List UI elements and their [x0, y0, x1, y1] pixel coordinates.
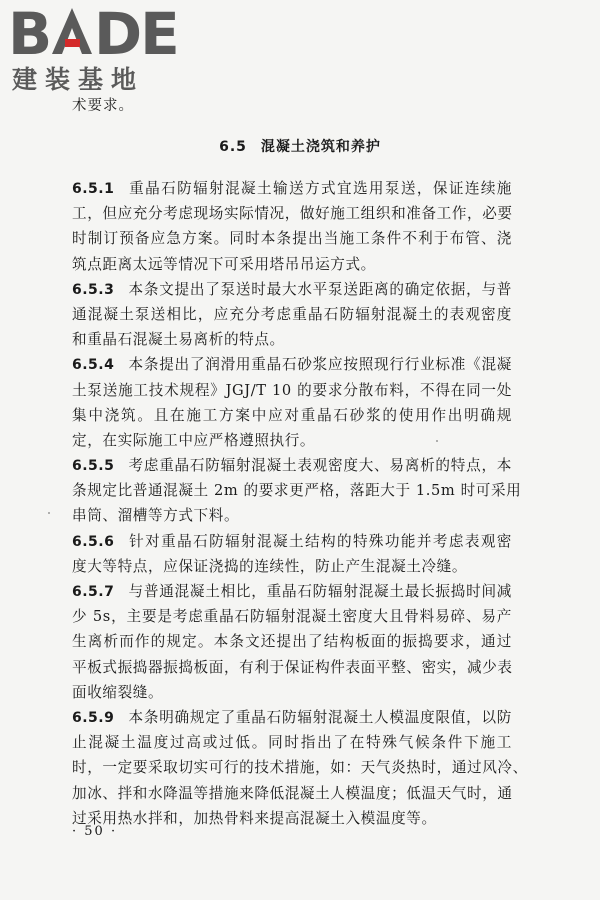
- paragraph-line: [72, 705, 512, 730]
- clause-number: 6.5.9: [72, 709, 115, 726]
- svg-text:B: B: [8, 4, 51, 60]
- line-text: 定，在实际施工中应严格遵照执行。: [72, 431, 316, 449]
- paragraph-line: [72, 201, 512, 226]
- paragraph-line: [72, 302, 512, 327]
- paragraph-line: [72, 403, 512, 428]
- clause-number: 6.5.1: [72, 181, 115, 197]
- line-text: 集中浇筑。且在施工方案中应对重晶石砂浆的使用作出明确规: [72, 406, 512, 424]
- paragraph-line: [72, 428, 512, 453]
- line-text: 平板式振捣器振捣板面，有利于保证构件表面平整、密实，减少表: [72, 658, 513, 676]
- line-text: 本条文提出了泵送时最大水平泵送距离的确定依据，与普: [128, 280, 512, 298]
- scan-speck: [48, 512, 50, 514]
- paragraph-line: [72, 554, 512, 579]
- line-text: 通混凝土泵送相比，应充分考虑重晶石防辐射混凝土的表观密度: [72, 305, 512, 323]
- paragraph-line: [72, 781, 512, 806]
- paragraph-line: [72, 755, 528, 780]
- paragraph-line: [72, 806, 512, 831]
- paragraph-line: [72, 352, 512, 377]
- line-text: 本条明确规定了重晶石防辐射混凝土人模温度限值，以防: [128, 708, 512, 726]
- line-text: 度大等特点，应保证浇捣的连续性，防止产生混凝土冷缝。: [72, 557, 468, 575]
- paragraph-line: [72, 629, 512, 654]
- line-text: 针对重晶石防辐射混凝土结构的特殊功能并考虑表观密: [128, 532, 512, 550]
- paragraph-line: [72, 529, 512, 554]
- paragraph-line: [72, 277, 512, 302]
- line-text: 与普通混凝土相比，重晶石防辐射混凝土最长振捣时间减: [128, 583, 512, 600]
- clause-number: 6.5.6: [72, 533, 115, 550]
- line-text: 和重晶石混凝土易离析的特点。: [72, 331, 285, 349]
- continued-text: 术要求。: [72, 98, 134, 114]
- section-title-text: 混凝土浇筑和养护: [260, 139, 381, 155]
- body-text: [72, 176, 528, 831]
- clause-number: 6.5.5: [72, 458, 115, 475]
- line-text: 生离析而作的规定。本条文还提出了结构板面的振捣要求，通过: [72, 633, 512, 651]
- line-text: 本条提出了润滑用重晶石砂浆应按照现行行业标准《混凝: [128, 356, 512, 374]
- paragraph-line: [72, 453, 512, 478]
- line-text: 土泵送施工技术规程》JGJ/T 10 的要求分散布料，不得在同一处: [72, 381, 512, 399]
- line-text: 时，一定要采取切实可行的技术措施，如：天气炎热时，通过风冷、: [72, 759, 528, 777]
- paragraph-line: [72, 579, 512, 604]
- paragraph-line: [72, 655, 512, 680]
- scan-speck: [436, 440, 438, 442]
- line-text: 串筒、溜槽等方式下料。: [72, 507, 240, 525]
- paragraph-line: [72, 378, 512, 403]
- paragraph-line: [72, 730, 512, 755]
- line-text: 时制订预备应急方案。同时本条提出当施工条件不利于布管、浇: [72, 230, 512, 248]
- paragraph-line: [72, 604, 512, 629]
- section-heading: [0, 136, 600, 156]
- logo-subtitle: 建装基地: [12, 65, 145, 94]
- line-text: 工，但应充分考虑现场实际情况，做好施工组织和准备工作，必要: [72, 205, 513, 223]
- line-text: 重晶石防辐射混凝土输送方式宜选用泵送，保证连续施: [128, 180, 512, 197]
- clause-number: 6.5.7: [72, 584, 115, 600]
- line-text: 面收缩裂缝。: [72, 683, 164, 701]
- line-text: 筑点距离太远等情况下可采用塔吊吊运方式。: [72, 255, 376, 273]
- line-text: 过采用热水拌和，加热骨料来提高混凝土入模温度等。: [72, 809, 437, 827]
- logo-a-mark: [52, 8, 92, 54]
- clause-number: 6.5.3: [72, 281, 115, 298]
- line-text: 条规定比普通混凝土 2m 的要求更严格，落距大于 1.5m 时可采用: [72, 482, 522, 500]
- line-text: 加冰、拌和水降温等措施来降低混凝土人模温度；低温天气时，通: [72, 784, 513, 802]
- paragraph-line: [72, 327, 512, 352]
- paragraph-line: [72, 503, 512, 528]
- line-text: 少 5s，主要是考虑重晶石防辐射混凝土密度大且骨料易碎、易产: [72, 608, 512, 626]
- clause-number: 6.5.4: [72, 357, 115, 374]
- page-number: · 50 ·: [72, 824, 118, 839]
- paragraph-line: [72, 680, 512, 705]
- svg-text:DE: DE: [94, 4, 178, 60]
- paragraph-line: [72, 252, 512, 277]
- paragraph-line: [72, 226, 512, 251]
- section-number: 6.5: [219, 139, 247, 155]
- line-text: 止混凝土温度过高或过低。同时指出了在特殊气候条件下施工: [72, 734, 512, 752]
- bade-wordmark: [8, 4, 198, 60]
- paragraph-line: [72, 478, 522, 503]
- bade-logo: [8, 4, 198, 96]
- line-text: 考虑重晶石防辐射混凝土表观密度大、易离析的特点，本: [128, 457, 512, 475]
- paragraph-line: [72, 176, 512, 201]
